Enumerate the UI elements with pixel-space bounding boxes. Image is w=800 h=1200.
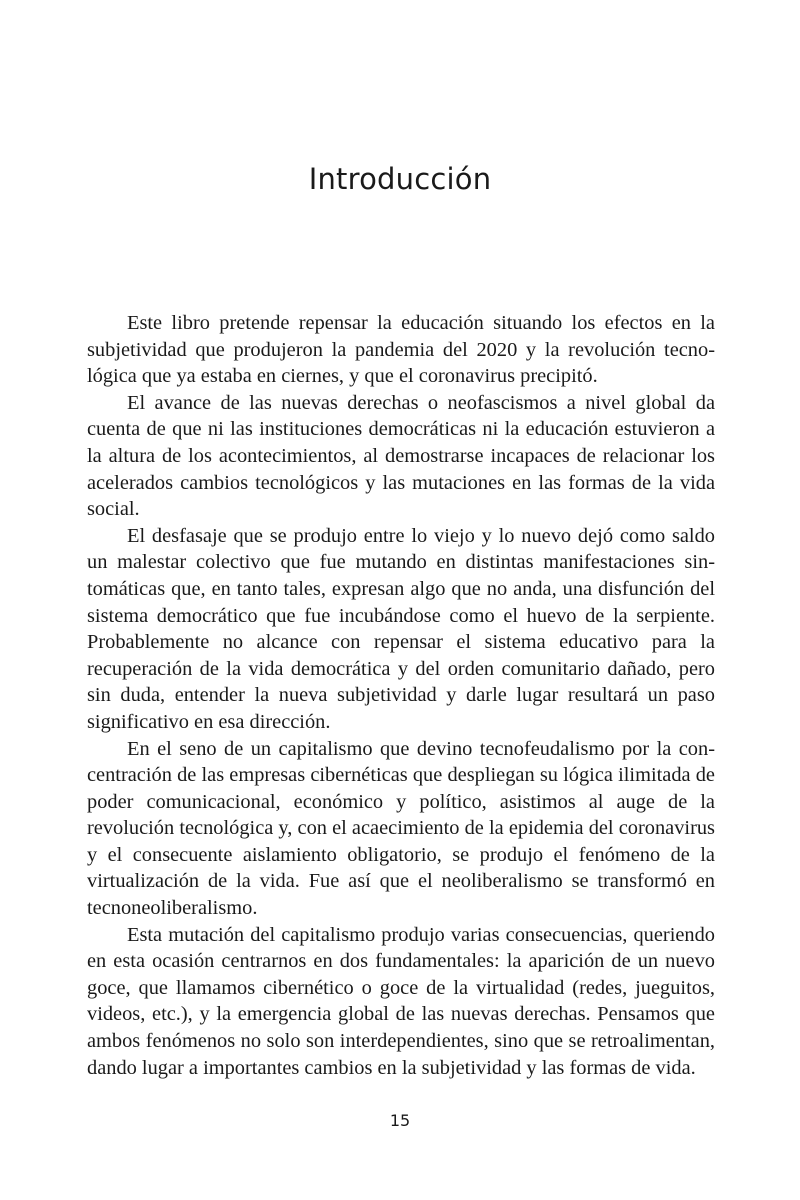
paragraph: El desfasaje que se produjo entre lo viejo y lo nuevo dejó como saldo un malestar colectivo que fue mutando en distintas manifestaciones sintomáticas que, en tanto tales, expresan algo que no anda, una disfunción del sistema democrático que fue incubándose como el huevo de la serpiente. Probablemente no alcance con repensar el sistema educativo para la recuperación de la vida democrática y del orden comunitario dañado, pero sin duda, entender la nueva subjetividad y darle lugar resultará un paso significativo en esa dirección. — [87, 524, 715, 733]
body-text — [87, 310, 715, 1081]
page-number: 15 — [389, 1111, 411, 1130]
paragraph: Esta mutación del capitalismo produjo varias consecuencias, queriendo en esta ocasión centrarnos en dos fundamentales: la aparición de un nuevo goce, que llamamos cibernético o goce de la virtualidad (redes, jueguitos, videos, etc.), y la emergencia global de las nuevas derechas. Pensamos que ambos fenómenos no solo son interdependientes, sino que se retroalimentan, dando lugar a importantes cambios en la subjetividad y las formas de vida. — [87, 923, 715, 1079]
chapter-title: Introducción — [308, 162, 492, 196]
paragraph: Este libro pretende repensar la educación situando los efectos en la subjetividad que produjeron la pandemia del 2020 y la revolución tecnológica que ya estaba en ciernes, y que el coronavirus precipitó. — [87, 312, 715, 388]
paragraph: En el seno de un capitalismo que devino tecnofeudalismo por la concentración de las empresas cibernéticas que despliegan su lógica ilimitada de poder comunicacional, económico y político, asistimos al auge de la revolución tecnológica y, con el acaecimiento de la epidemia del coronavirus y el consecuente aislamiento obligatorio, se produjo el fenómeno de la virtualización de la vida. Fue así que el neoliberalismo se transformó en tecnoneoliberalismo. — [87, 737, 715, 920]
paragraph: El avance de las nuevas derechas o neofascismos a nivel global da cuenta de que ni las instituciones democráticas ni la educación estuvieron a la altura de los acontecimientos, al demostrarse incapaces de relacionar los acelerados cambios tecnológicos y las mutaciones en las formas de la vida social. — [87, 391, 715, 521]
